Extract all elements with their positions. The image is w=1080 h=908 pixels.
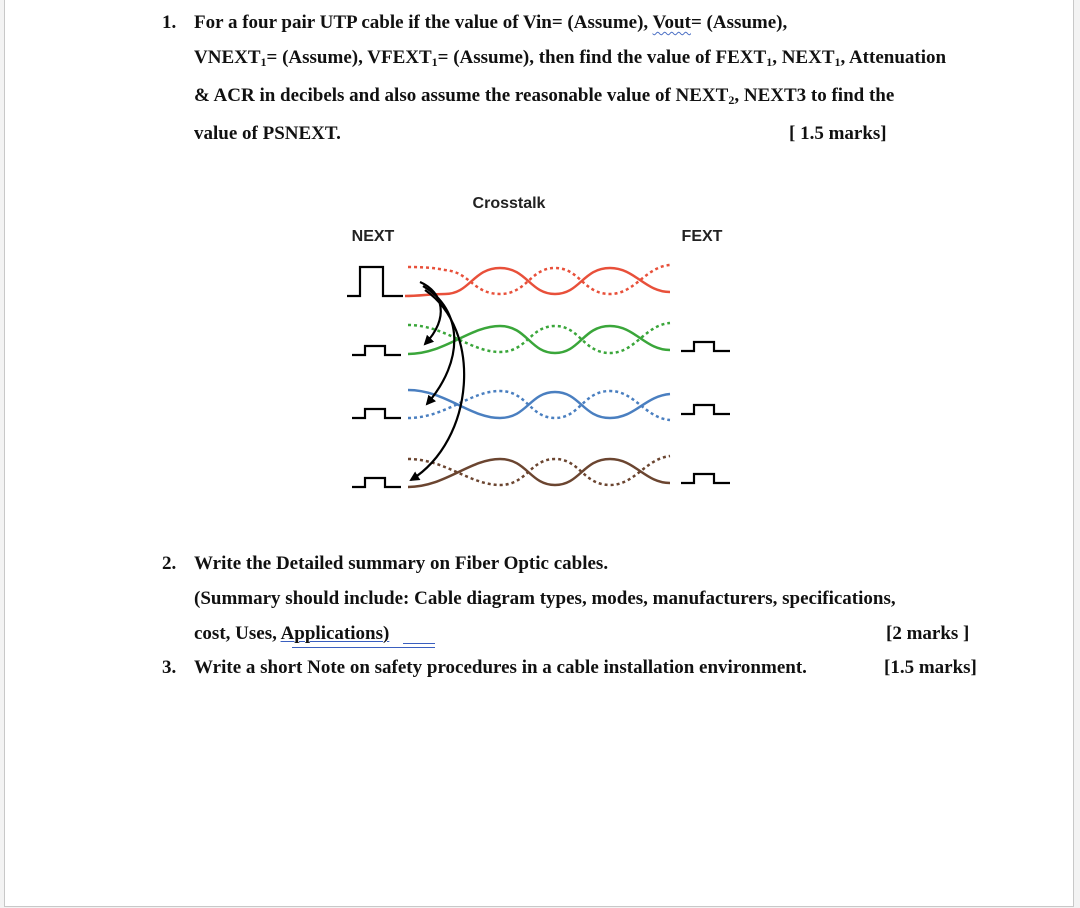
question-2-line-2: (Summary should include: Cable diagram types, modes, manufacturers, specifications,	[194, 588, 896, 609]
question-2-marks: [2 marks ]	[886, 623, 970, 644]
cable-pair-4	[408, 456, 670, 487]
crosstalk-pulse-icon	[681, 342, 730, 351]
crosstalk-diagram	[335, 185, 755, 505]
question-1-line-3: & ACR in decibels and also assume the reasonable value of $NEXT_2$, NEXT3 to find the	[194, 85, 895, 107]
crosstalk-arrow-icon	[411, 290, 464, 480]
figure-title: Crosstalk	[472, 195, 546, 212]
question-2-line-1: Write the Detailed summary on Fiber Optic cables.	[194, 553, 609, 574]
underline-tail	[292, 647, 435, 648]
fext-label: FEXT	[681, 228, 723, 245]
document-page	[4, 0, 1074, 907]
cable-pair-1	[405, 265, 670, 296]
question-1-line-1: For a four pair UTP cable if the value of Vin= (Assume), Vout= (Assume),	[194, 12, 788, 33]
crosstalk-pulse-icon	[352, 409, 401, 418]
crosstalk-pulse-icon	[681, 405, 730, 414]
question-1-line-2: $VNEXT_1=$ (Assume), $VFEXT_1=$ (Assume), then find the value of $FEXT_1$, $NEXT_1$, Attenuation	[194, 47, 947, 69]
question-number: 1.	[162, 12, 177, 33]
question-2-line-3: cost, Uses, Applications)	[194, 623, 390, 644]
signal-pulse-icon	[347, 267, 403, 296]
crosstalk-pulse-icon	[352, 346, 401, 355]
question-3-marks: [1.5 marks]	[884, 657, 977, 678]
underline-tail	[403, 643, 435, 644]
cable-pair-3	[408, 390, 670, 420]
crosstalk-pulse-icon	[352, 478, 401, 487]
crosstalk-pulse-icon	[681, 474, 730, 483]
question-1-line-4: value of PSNEXT.	[194, 123, 341, 144]
next-label: NEXT	[351, 228, 395, 245]
question-number: 3.	[162, 657, 177, 678]
crosstalk-arrow-icon	[423, 286, 454, 404]
question-number: 2.	[162, 553, 177, 574]
underlined-text: Applications)	[280, 623, 390, 644]
spellcheck-word: Vout	[652, 12, 691, 33]
cable-pair-2	[408, 323, 670, 354]
question-1-marks: [ 1.5 marks]	[789, 123, 887, 144]
question-3-line-1: Write a short Note on safety procedures in a cable installation environment.	[194, 657, 807, 678]
